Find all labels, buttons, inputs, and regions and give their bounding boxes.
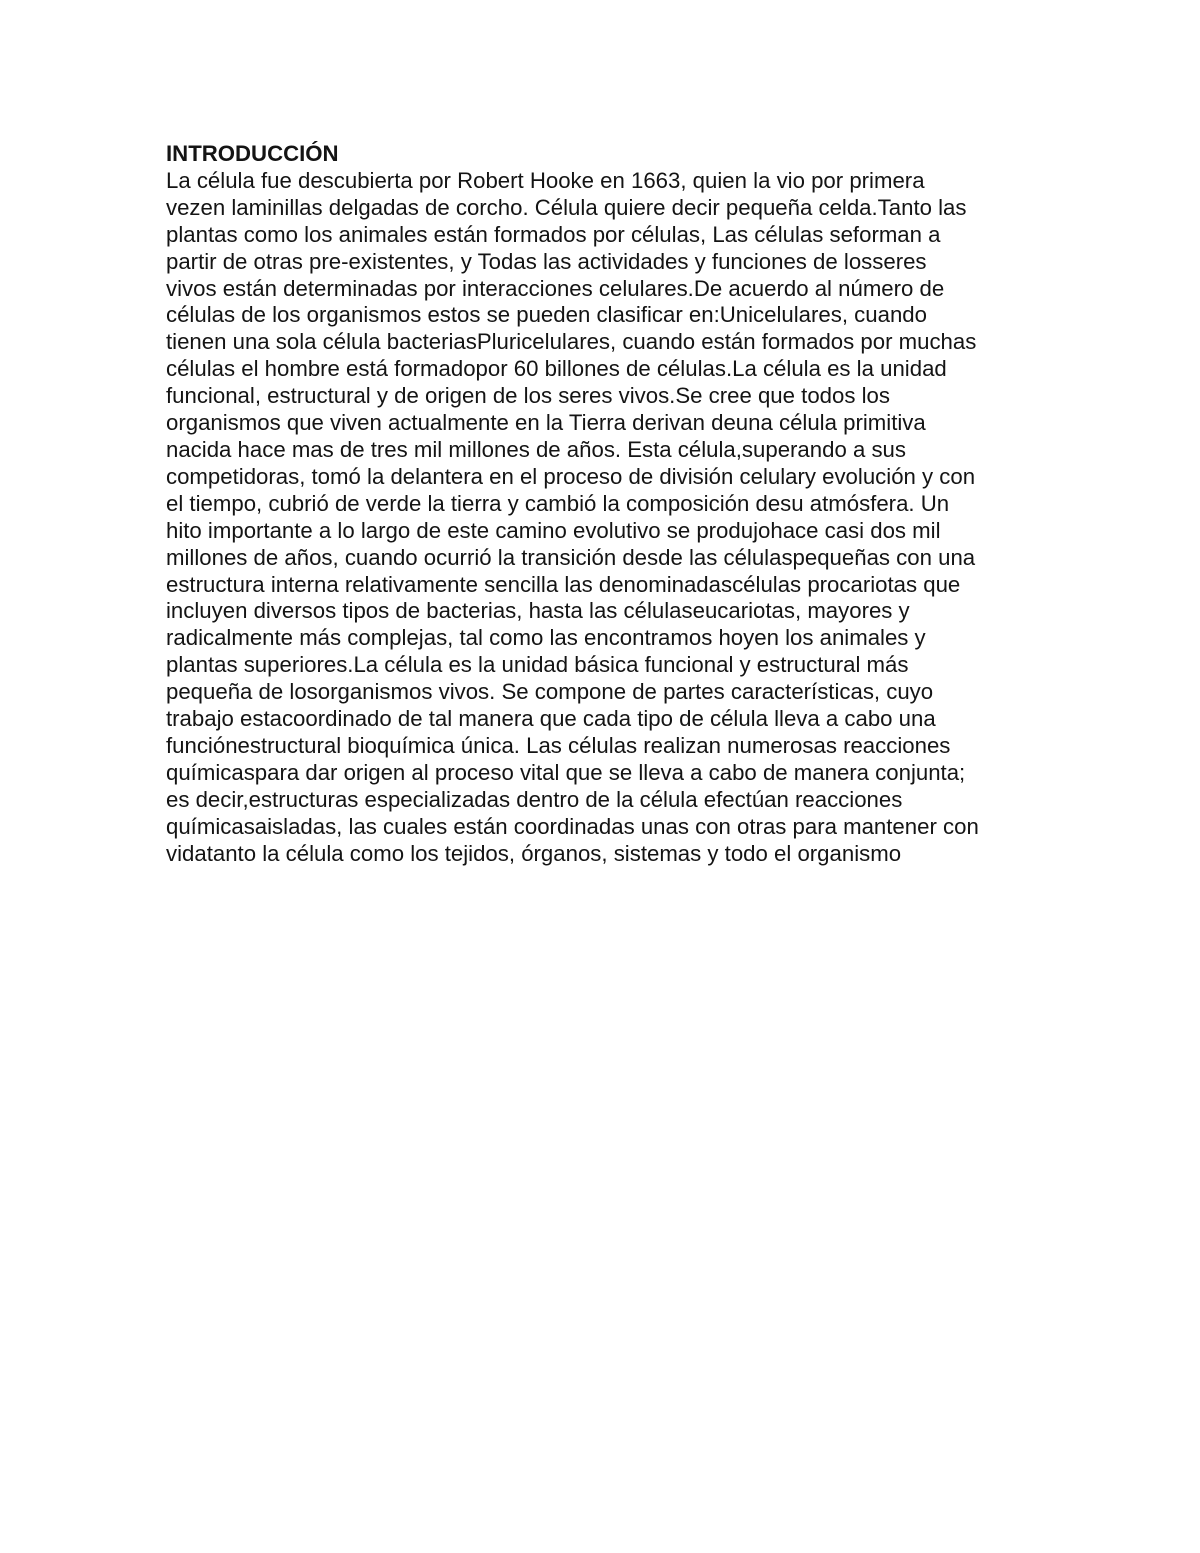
text-line: vezen laminillas delgadas de corcho. Célula quiere decir pequeña celda.Tanto las (166, 194, 967, 220)
text-line: competidoras, tomó la delantera en el proceso de división celulary evolución y con (166, 463, 976, 489)
text-line: estructura interna relativamente sencilla las denominadascélulas procariotas que (166, 571, 961, 597)
text-line: vidatanto la célula como los tejidos, órganos, sistemas y todo el organismo (166, 840, 902, 866)
text-line: millones de años, cuando ocurrió la transición desde las célulaspequeñas con una (166, 544, 976, 570)
text-line: químicasaisladas, las cuales están coordinadas unas con otras para mantener con (166, 813, 979, 839)
text-line: organismos que viven actualmente en la Tierra derivan deuna célula primitiva (166, 410, 926, 436)
text-line: químicaspara dar origen al proceso vital que se lleva a cabo de manera conjunta; (166, 759, 966, 785)
text-line: plantas superiores.La célula es la unidad básica funcional y estructural más (166, 652, 909, 678)
text-line: el tiempo, cubrió de verde la tierra y cambió la composición desu atmósfera. Un (166, 490, 950, 516)
text-line: incluyen diversos tipos de bacterias, hasta las célulaseucariotas, mayores y (166, 598, 910, 624)
text-line: funcional, estructural y de origen de los seres vivos.Se cree que todos los (166, 383, 890, 409)
text-line: plantas como los animales están formados por células, Las células seforman a (166, 221, 941, 247)
text-line: tienen una sola célula bacteriasPluricelulares, cuando están formados por muchas (166, 329, 977, 355)
text-line: es decir,estructuras especializadas dentro de la célula efectúan reacciones (166, 786, 903, 812)
text-line: La célula fue descubierta por Robert Hooke en 1663, quien la vio por primera (166, 167, 925, 193)
text-line: pequeña de losorganismos vivos. Se compone de partes características, cuyo (166, 679, 934, 705)
text-line: nacida hace mas de tres mil millones de años. Esta célula,superando a sus (166, 436, 906, 462)
document-title: INTRODUCCIÓN (166, 141, 339, 166)
text-line: células de los organismos estos se pueden clasificar en:Unicelulares, cuando (166, 302, 927, 328)
text-line: trabajo estacoordinado de tal manera que cada tipo de célula lleva a cabo una (166, 706, 936, 732)
text-line: hito importante a lo largo de este camino evolutivo se produjohace casi dos mil (166, 517, 941, 543)
text-line: radicalmente más complejas, tal como las encontramos hoyen los animales y (166, 625, 926, 651)
text-line: funciónestructural bioquímica única. Las células realizan numerosas reacciones (166, 732, 951, 758)
text-line: partir de otras pre-existentes, y Todas las actividades y funciones de losseres (166, 248, 927, 274)
text-line: vivos están determinadas por interacciones celulares.De acuerdo al número de (166, 275, 945, 301)
text-line: células el hombre está formadopor 60 billones de células.La célula es la unidad (166, 356, 947, 382)
document-body (166, 141, 1046, 867)
